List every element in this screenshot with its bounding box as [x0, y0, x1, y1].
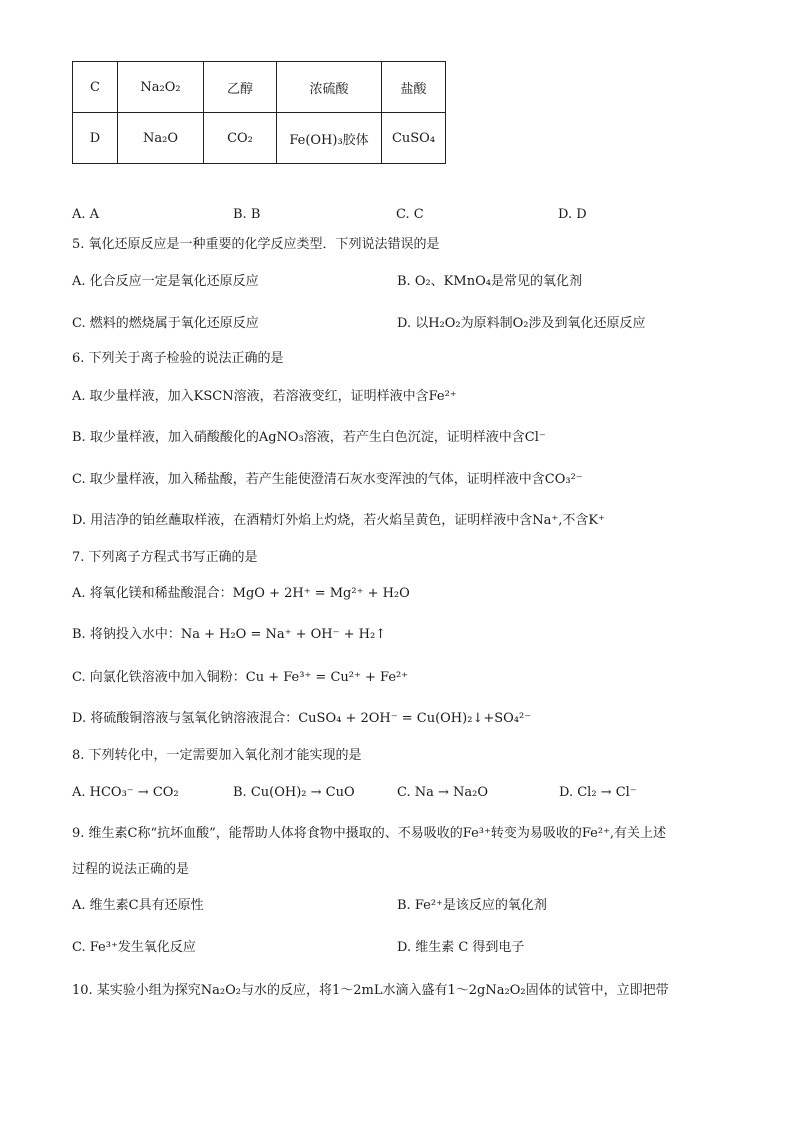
q7-option-a: A. 将氧化镁和稀盐酸混合：MgO + 2H⁺ = Mg²⁺ + H₂O — [72, 586, 410, 601]
q9-option-b: B. Fe²⁺是该反应的氧化剂 — [397, 898, 547, 913]
table-cell: Na₂O₂ — [118, 62, 204, 113]
q7-option-b: B. 将钠投入水中：Na + H₂O = Na⁺ + OH⁻ + H₂↑ — [72, 627, 387, 642]
q9-option-a: A. 维生素C具有还原性 — [72, 898, 204, 913]
q8-option-d: D. Cl₂ → Cl⁻ — [559, 785, 637, 800]
q6-option-b: B. 取少量样液，加入硝酸酸化的AgNO₃溶液，若产生白色沉淀，证明样液中含Cl⁻ — [72, 430, 546, 445]
q6-option-d: D. 用洁净的铂丝蘸取样液，在酒精灯外焰上灼烧，若火焰呈黄色，证明样液中含Na⁺,不含K⁺ — [72, 513, 605, 528]
option-c: C. C — [396, 207, 424, 222]
q8-option-a: A. HCO₃⁻ → CO₂ — [72, 785, 179, 800]
q4-options — [72, 207, 772, 223]
q6-option-a: A. 取少量样液，加入KSCN溶液，若溶液变红，证明样液中含Fe²⁺ — [72, 389, 457, 404]
table-cell: Fe(OH)₃胶体 — [277, 113, 382, 164]
table-cell: CO₂ — [204, 113, 277, 164]
q6-option-c: C. 取少量样液，加入稀盐酸，若产生能使澄清石灰水变浑浊的气体，证明样液中含CO₃²⁻ — [72, 472, 583, 487]
q10-stem: 10. 某实验小组为探究Na₂O₂与水的反应，将1～2mL水滴入盛有1～2gNa₂O₂固体的试管中，立即把带 — [72, 983, 669, 998]
table-cell: D — [73, 113, 118, 164]
q9-option-d: D. 维生素 C 得到电子 — [397, 940, 525, 955]
q7-stem: 7. 下列离子方程式书写正确的是 — [72, 550, 258, 565]
table-cell: C — [73, 62, 118, 113]
q9-stem-continued: 过程的说法正确的是 — [72, 862, 190, 877]
q5-option-b: B. O₂、KMnO₄是常见的氧化剂 — [397, 274, 582, 289]
reagent-table — [72, 61, 446, 164]
table-row — [73, 62, 446, 113]
q5-option-c: C. 燃料的燃烧属于氧化还原反应 — [72, 316, 259, 331]
table-cell: Na₂O — [118, 113, 204, 164]
q7-option-d: D. 将硫酸铜溶液与氢氧化钠溶液混合：CuSO₄ + 2OH⁻ = Cu(OH)₂↓+SO₄²⁻ — [72, 711, 532, 726]
q5-stem: 5. 氧化还原反应是一种重要的化学反应类型．下列说法错误的是 — [72, 237, 440, 252]
q8-stem: 8. 下列转化中，一定需要加入氧化剂才能实现的是 — [72, 748, 362, 763]
q5-option-d: D. 以H₂O₂为原料制O₂涉及到氧化还原反应 — [397, 316, 646, 331]
q7-option-c: C. 向氯化铁溶液中加入铜粉：Cu + Fe³⁺ = Cu²⁺ + Fe²⁺ — [72, 670, 409, 685]
q9-option-c: C. Fe³⁺发生氧化反应 — [72, 940, 196, 955]
q5-option-a: A. 化合反应一定是氧化还原反应 — [72, 274, 259, 289]
table-cell: CuSO₄ — [382, 113, 446, 164]
table-cell: 盐酸 — [382, 62, 446, 113]
table-cell: 乙醇 — [204, 62, 277, 113]
q8-option-b: B. Cu(OH)₂ → CuO — [233, 785, 355, 800]
q9-stem: 9. 维生素C称“抗坏血酸”，能帮助人体将食物中摄取的、不易吸收的Fe³⁺转变为易吸收的Fe²⁺,有关上述 — [72, 826, 667, 841]
option-a: A. A — [72, 207, 100, 222]
q8-option-c: C. Na → Na₂O — [397, 785, 489, 800]
option-d: D. D — [558, 207, 587, 222]
table-cell: 浓硫酸 — [277, 62, 382, 113]
q6-stem: 6. 下列关于离子检验的说法正确的是 — [72, 351, 284, 366]
table-row — [73, 113, 446, 164]
option-b: B. B — [233, 207, 261, 222]
